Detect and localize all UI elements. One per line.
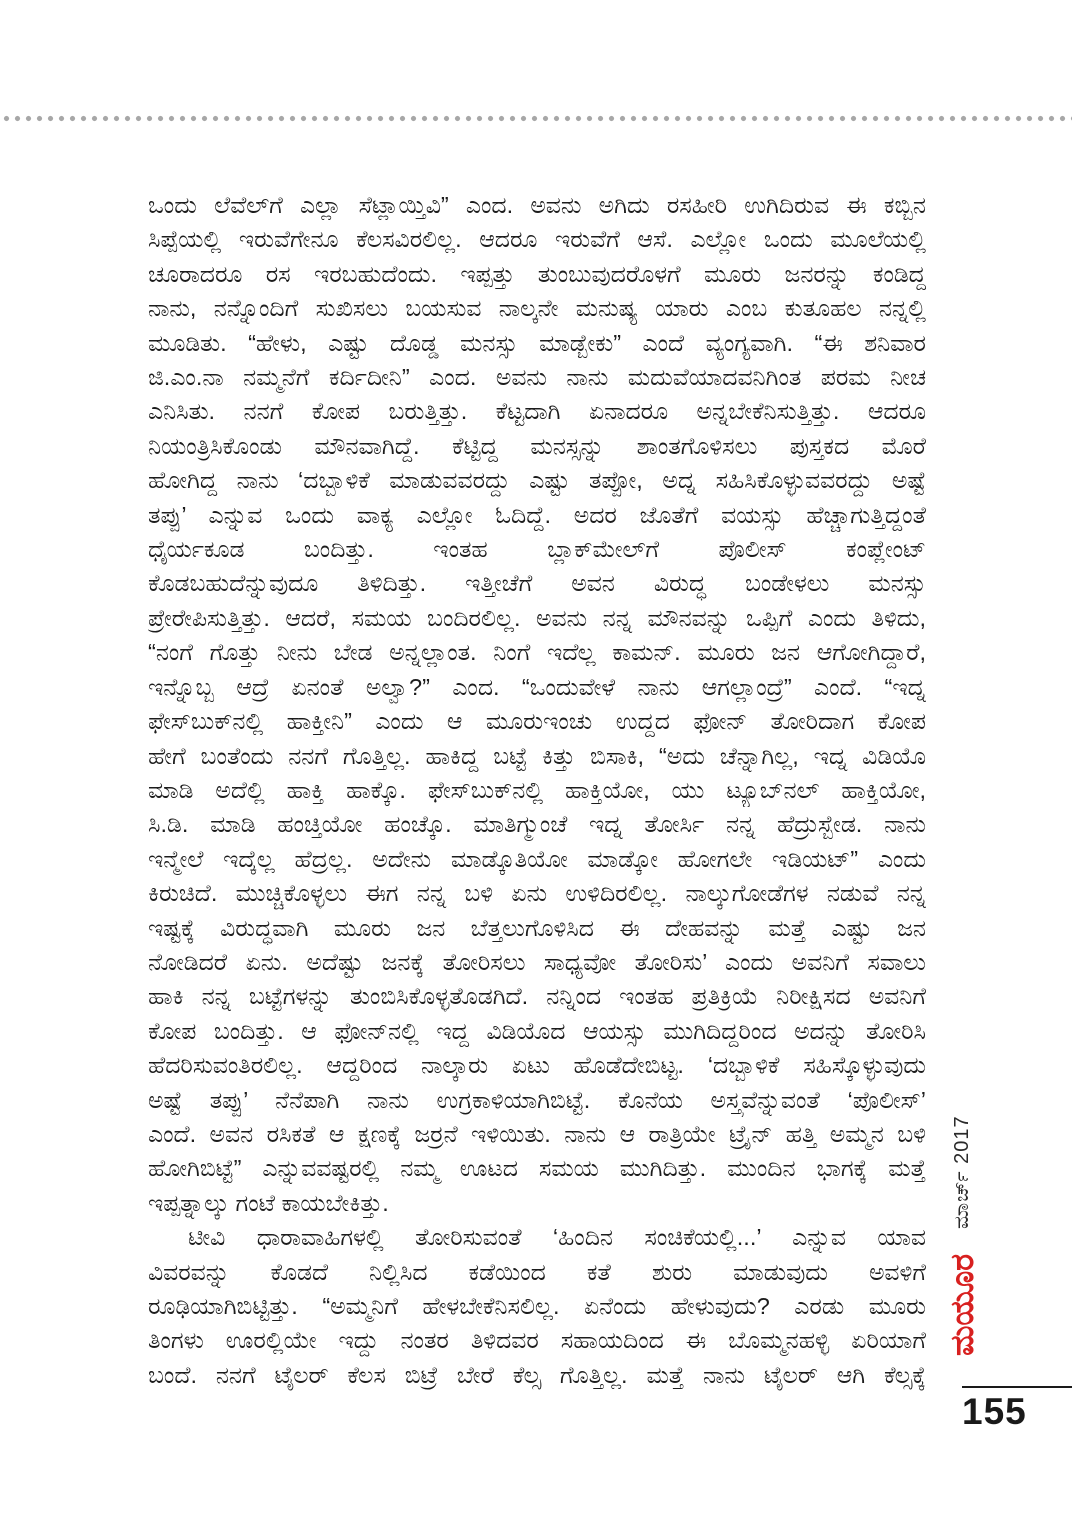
issue-date-vertical-label: ಮಾರ್ಚ್ 2017 bbox=[951, 1115, 973, 1229]
text-line: ಸಿಪ್ಪೆಯಲ್ಲಿ ಇರುವೆಗೇನೂ ಕೆಲಸವಿರಲಿಲ್ಲ. ಆದರೂ ಇರುವೆಗೆ ಆಸೆ. ಎಲ್ಲೋ ಒಂದು ಮೂಲೆಯಲ್ಲಿ bbox=[148, 226, 926, 253]
text-line: ತಪ್ಪು’ ಎನ್ನುವ ಒಂದು ವಾಕ್ಯ ಎಲ್ಲೋ ಓದಿದ್ದೆ. ಅದರ ಜೊತೆಗೆ ವಯಸ್ಸು ಹೆಚ್ಚಾಗುತ್ತಿದ್ದಂತೆ bbox=[148, 501, 926, 528]
text-line: “ನಂಗೆ ಗೊತ್ತು ನೀನು ಬೇಡ ಅನ್ನಲ್ಲಾಂತ. ನಿಂಗೆ ಇದೆಲ್ಲ ಕಾಮನ್. ಮೂರು ಜನ ಆಗೋಗಿದ್ದಾರೆ, bbox=[148, 639, 926, 666]
text-line: ಇನ್ಮೇಲೆ ಇದ್ಕೆಲ್ಲ ಹೆದ್ರಲ್ಲ. ಅದೇನು ಮಾಡ್ಕೊತಿಯೋ ಮಾಡ್ಕೋ ಹೋಗಲೇ ಇಡಿಯಟ್” ಎಂದು bbox=[148, 845, 926, 872]
text-line: ಇಷ್ಟಕ್ಕೆ ವಿರುದ್ಧವಾಗಿ ಮೂರು ಜನ ಬೆತ್ತಲುಗೊಳಿಸಿದ ಈ ದೇಹವನ್ನು ಮತ್ತೆ ಎಷ್ಟು ಜನ bbox=[148, 914, 926, 941]
text-line: ಹಾಕಿ ನನ್ನ ಬಟ್ಟೆಗಳನ್ನು ತುಂಬಿಸಿಕೊಳ್ಳತೊಡಗಿದೆ. ನನ್ನಿಂದ ಇಂತಹ ಪ್ರತಿಕ್ರಿಯೆ ನಿರೀಕ್ಷಿಸದ ಅವನಿಗೆ bbox=[148, 983, 926, 1010]
text-line: ತಿಂಗಳು ಊರಲ್ಲಿಯೇ ಇದ್ದು ನಂತರ ತಿಳಿದವರ ಸಹಾಯದಿಂದ ಈ ಬೊಮ್ಮನಹಳ್ಳಿ ಏರಿಯಾಗೆ bbox=[148, 1327, 926, 1354]
text-line: ರೂಢಿಯಾಗಿಬಿಟ್ಟಿತ್ತು. “ಅಮ್ಮನಿಗೆ ಹೇಳಬೇಕೆನಿಸಲಿಲ್ಲ. ಏನೆಂದು ಹೇಳುವುದು? ಎರಡು ಮೂರು bbox=[148, 1293, 926, 1319]
dotted-separator-rule bbox=[0, 113, 1072, 124]
text-line: ನಾನು, ನನ್ನೊಂದಿಗೆ ಸುಖಿಸಲು ಬಯಸುವ ನಾಲ್ಕನೇ ಮನುಷ್ಯ ಯಾರು ಎಂಬ ಕುತೂಹಲ ನನ್ನಲ್ಲಿ bbox=[148, 295, 926, 322]
text-line: ಎಂದೆ. ಅವನ ರಸಿಕತೆ ಆ ಕ್ಷಣಕ್ಕೆ ಜರ್ರನೆ ಇಳಿಯಿತು. ನಾನು ಆ ರಾತ್ರಿಯೇ ಟ್ರೈನ್ ಹತ್ತಿ ಅಮ್ಮನ ಬಳಿ bbox=[148, 1120, 926, 1147]
story-text-block bbox=[148, 188, 926, 1392]
text-line: ಚೂರಾದರೂ ರಸ ಇರಬಹುದೆಂದು. ಇಪ್ಪತ್ತು ತುಂಬುವುದರೊಳಗೆ ಮೂರು ಜನರನ್ನು ಕಂಡಿದ್ದ bbox=[148, 260, 926, 287]
text-line: ಕಿರುಚಿದೆ. ಮುಚ್ಚಿಕೊಳ್ಳಲು ಈಗ ನನ್ನ ಬಳಿ ಏನು ಉಳಿದಿರಲಿಲ್ಲ. ನಾಲ್ಕುಗೋಡೆಗಳ ನಡುವೆ ನನ್ನ bbox=[148, 880, 926, 907]
text-line: ಫೇಸ್‌ಬುಕ್‌ನಲ್ಲಿ ಹಾಕ್ತೀನಿ” ಎಂದು ಆ ಮೂರುಇಂಚು ಉದ್ದದ ಫೋನ್ ತೋರಿದಾಗ ಕೋಪ bbox=[148, 708, 926, 735]
text-line: ಇಪ್ಪತ್ನಾಲ್ಕು ಗಂಟೆ ಕಾಯಬೇಕಿತ್ತು. bbox=[148, 1189, 389, 1216]
text-line: ಅಷ್ಟೆ ತಪ್ಪು’ ನೆನೆಪಾಗಿ ನಾನು ಉಗ್ರಕಾಳಿಯಾಗಿಬಿಟ್ಟೆ. ಕೊನೆಯ ಅಸ್ತ್ರವೆನ್ನುವಂತೆ ‘ಪೊಲೀಸ್’ bbox=[148, 1086, 926, 1113]
text-line: ಹೇಗೆ ಬಂತೆಂದು ನನಗೆ ಗೊತ್ತಿಲ್ಲ. ಹಾಕಿದ್ದ ಬಟ್ಟೆ ಕಿತ್ತು ಬಿಸಾಕಿ, “ಅದು ಚೆನ್ನಾಗಿಲ್ಲ, ಇದ್ನ ವಿಡಿಯೊ bbox=[148, 742, 926, 769]
text-line: ಧೈರ್ಯಕೂಡ ಬಂದಿತ್ತು. ಇಂತಹ ಬ್ಲಾಕ್‌ಮೇಲ್‌ಗೆ ಪೊಲೀಸ್ ಕಂಪ್ಲೇಂಟ್ bbox=[148, 536, 926, 563]
text-line: ಕೋಪ ಬಂದಿತ್ತು. ಆ ಫೋನ್‌ನಲ್ಲಿ ಇದ್ದ ವಿಡಿಯೊದ ಆಯಸ್ಸು ಮುಗಿದಿದ್ದರಿಂದ ಅದನ್ನು ತೋರಿಸಿ bbox=[148, 1017, 926, 1044]
text-line: ಪ್ರೇರೇಪಿಸುತ್ತಿತ್ತು. ಆದರೆ, ಸಮಯ ಬಂದಿರಲಿಲ್ಲ. ಅವನು ನನ್ನ ಮೌನವನ್ನು ಒಪ್ಪಿಗೆ ಎಂದು ತಿಳಿದು, bbox=[148, 604, 926, 631]
text-line: ವಿವರವನ್ನು ಕೊಡದೆ ನಿಲ್ಲಿಸಿದ ಕಡೆಯಿಂದ ಕತೆ ಶುರು ಮಾಡುವುದು ಅವಳಿಗೆ bbox=[148, 1258, 926, 1285]
story-paragraph-1 bbox=[148, 188, 926, 1220]
magazine-logo-vertical: ಮಯೂರ bbox=[944, 1253, 980, 1357]
text-line: ಹೋಗಿಬಿಟ್ಟೆ” ಎನ್ನುವವಷ್ಟರಲ್ಲಿ ನಮ್ಮ ಊಟದ ಸಮಯ ಮುಗಿದಿತ್ತು. ಮುಂದಿನ ಭಾಗಕ್ಕೆ ಮತ್ತೆ bbox=[148, 1155, 926, 1182]
text-line: ಕೊಡಬಹುದೆನ್ನುವುದೂ ತಿಳಿದಿತ್ತು. ಇತ್ತೀಚೆಗೆ ಅವನ ವಿರುದ್ಧ ಬಂಡೇಳಲು ಮನಸ್ಸು bbox=[148, 570, 926, 597]
text-line: ಸಿ.ಡಿ. ಮಾಡಿ ಹಂಚ್ತಿಯೋ ಹಂಚ್ಕೊ. ಮಾತಿಗ್ಮುಂಚೆ ಇದ್ನ ತೋರ್ಸಿ ನನ್ನ ಹೆದ್ರುಸ್ಬೇಡ. ನಾನು bbox=[148, 811, 926, 838]
text-line: ಮಾಡಿ ಅದೆಲ್ಲಿ ಹಾಕ್ತಿ ಹಾಕ್ಕೊ. ಫೇಸ್‌ಬುಕ್‌ನಲ್ಲಿ ಹಾಕ್ತಿಯೋ, ಯು ಟ್ಯೂಬ್‌ನಲ್ ಹಾಕ್ತಿಯೋ, bbox=[148, 776, 926, 803]
text-line: ಮೂಡಿತು. “ಹೇಳು, ಎಷ್ಟು ದೊಡ್ಡ ಮನಸ್ಸು ಮಾಡ್ಬೇಕು” ಎಂದೆ ವ್ಯಂಗ್ಯವಾಗಿ. “ಈ ಶನಿವಾರ bbox=[148, 329, 926, 356]
text-line: ಒಂದು ಲೆವೆಲ್‌ಗೆ ಎಲ್ಲಾ ಸೆಟ್ಲಾಯ್ತಿವಿ” ಎಂದ. ಅವನು ಅಗಿದು ರಸಹೀರಿ ಉಗಿದಿರುವ ಈ ಕಬ್ಬಿನ bbox=[148, 192, 926, 218]
text-line: ಎನಿಸಿತು. ನನಗೆ ಕೋಪ ಬರುತ್ತಿತ್ತು. ಕೆಟ್ಟದಾಗಿ ಏನಾದರೂ ಅನ್ನಬೇಕೆನಿಸುತ್ತಿತ್ತು. ಆದರೂ bbox=[148, 398, 926, 425]
text-line: ಇನ್ನೊಬ್ಬ ಆದ್ರೆ ಏನಂತೆ ಅಲ್ವಾ?” ಎಂದ. “ಒಂದುವೇಳೆ ನಾನು ಆಗಲ್ಲಾಂದ್ರೆ” ಎಂದೆ. “ಇದ್ನ bbox=[148, 673, 926, 700]
text-line: ಟೀವಿ ಧಾರಾವಾಹಿಗಳಲ್ಲಿ ತೋರಿಸುವಂತೆ ‘ಹಿಂದಿನ ಸಂಚಿಕೆಯಲ್ಲಿ...’ ಎನ್ನುವ ಯಾವ bbox=[188, 1224, 926, 1251]
page-number-rule bbox=[962, 1386, 1072, 1388]
story-paragraph-2 bbox=[148, 1220, 926, 1392]
text-line: ಹೋಗಿದ್ದ ನಾನು ‘ದಬ್ಬಾಳಿಕೆ ಮಾಡುವವರದ್ದು ಎಷ್ಟು ತಪ್ಪೋ, ಅದ್ನ ಸಹಿಸಿಕೊಳ್ಳುವವರದ್ದು ಅಷ್ಟೆ bbox=[148, 467, 926, 494]
text-line: ಜಿ.ಎಂ.ನಾ ನಮ್ಮನೆಗೆ ಕರ್ದಿದೀನಿ” ಎಂದ. ಅವನು ನಾನು ಮದುವೆಯಾದವನಿಗಿಂತ ಪರಮ ನೀಚ bbox=[148, 364, 926, 391]
text-line: ಹೆದರಿಸುವಂತಿರಲಿಲ್ಲ. ಆದ್ದರಿಂದ ನಾಲ್ಕಾರು ಏಟು ಹೊಡೆದೇಬಿಟ್ಟ. ‘ದಬ್ಬಾಳಿಕೆ ಸಹಿಸ್ಕೊಳ್ಳುವುದು bbox=[148, 1052, 926, 1079]
page-number: 155 bbox=[962, 1391, 1027, 1432]
text-line: ಬಂದೆ. ನನಗೆ ಟೈಲರ್ ಕೆಲಸ ಬಿಟ್ರೆ ಬೇರೆ ಕೆಲ್ಸ ಗೊತ್ತಿಲ್ಲ. ಮತ್ತೆ ನಾನು ಟೈಲರ್ ಆಗಿ ಕೆಲ್ಸಕ್ಕೆ bbox=[148, 1361, 926, 1388]
text-line: ನಿಯಂತ್ರಿಸಿಕೊಂಡು ಮೌನವಾಗಿದ್ದೆ. ಕೆಟ್ಟಿದ್ದ ಮನಸ್ಸನ್ನು ಶಾಂತಗೊಳಿಸಲು ಪುಸ್ತಕದ ಮೊರೆ bbox=[148, 432, 926, 459]
text-line: ನೋಡಿದರೆ ಏನು. ಅದೆಷ್ಟು ಜನಕ್ಕೆ ತೋರಿಸಲು ಸಾಧ್ಯವೋ ತೋರಿಸು’ ಎಂದು ಅವನಿಗೆ ಸವಾಲು bbox=[148, 948, 926, 975]
